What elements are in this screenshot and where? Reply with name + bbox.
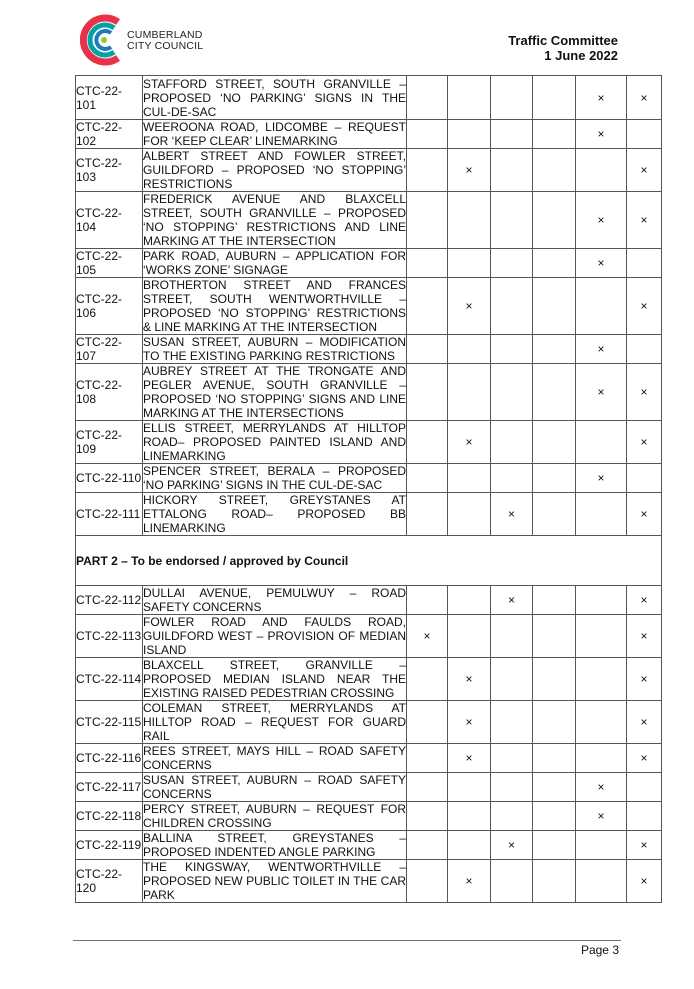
- column-2-mark: [448, 831, 491, 860]
- column-6-mark: ×: [627, 701, 662, 744]
- column-5-mark: ×: [576, 364, 627, 421]
- column-6-mark: ×: [627, 831, 662, 860]
- column-6-mark: ×: [627, 493, 662, 536]
- column-2-mark: [448, 335, 491, 364]
- column-4-mark: [533, 860, 576, 903]
- item-description: FOWLER ROAD AND FAULDS ROAD, GUILDFORD WEST – PROVISION OF MEDIAN ISLAND: [143, 615, 406, 657]
- column-1-mark: ×: [407, 615, 448, 658]
- column-2-mark: ×: [448, 701, 491, 744]
- table-row: [76, 335, 662, 364]
- column-1-mark: [407, 831, 448, 860]
- column-1-mark: [407, 860, 448, 903]
- column-2-mark: [448, 464, 491, 493]
- item-description: HICKORY STREET, GREYSTANES AT ETTALONG ROAD– PROPOSED BB LINEMARKING: [143, 493, 406, 535]
- column-5-mark: ×: [576, 802, 627, 831]
- column-5-mark: [576, 744, 627, 773]
- column-4-mark: [533, 773, 576, 802]
- item-description: BALLINA STREET, GREYSTANES – PROPOSED INDENTED ANGLE PARKING: [143, 831, 406, 859]
- item-code: CTC-22-116: [76, 744, 143, 773]
- column-6-mark: ×: [627, 278, 662, 335]
- column-3-mark: [491, 744, 533, 773]
- item-description: SPENCER STREET, BERALA – PROPOSED ‘NO PARKING’ SIGNS IN THE CUL-DE-SAC: [143, 464, 406, 492]
- table-row: [76, 615, 662, 658]
- column-2-mark: ×: [448, 421, 491, 464]
- agenda-table: [75, 75, 662, 903]
- column-1-mark: [407, 744, 448, 773]
- column-3-mark: [491, 364, 533, 421]
- table-row: [76, 421, 662, 464]
- column-3-mark: [491, 658, 533, 701]
- column-4-mark: [533, 149, 576, 192]
- item-description: WEEROONA ROAD, LIDCOMBE – REQUEST FOR ‘KEEP CLEAR’ LINEMARKING: [143, 120, 406, 148]
- table-row: [76, 658, 662, 701]
- item-code: CTC-22-117: [76, 773, 143, 802]
- column-1-mark: [407, 773, 448, 802]
- table-row: [76, 278, 662, 335]
- item-description: COLEMAN STREET, MERRYLANDS AT HILLTOP ROAD – REQUEST FOR GUARD RAIL: [143, 701, 406, 743]
- item-description: BLAXCELL STREET, GRANVILLE – PROPOSED MEDIAN ISLAND NEAR THE EXISTING RAISED PEDESTRIAN CROSSING: [143, 658, 406, 700]
- item-code: CTC-22-113: [76, 615, 143, 658]
- column-3-mark: [491, 249, 533, 278]
- column-5-mark: [576, 493, 627, 536]
- table-row: [76, 744, 662, 773]
- column-6-mark: ×: [627, 364, 662, 421]
- column-5-mark: [576, 831, 627, 860]
- item-code: CTC-22-103: [76, 149, 143, 192]
- item-code: CTC-22-107: [76, 335, 143, 364]
- item-description: PERCY STREET, AUBURN – REQUEST FOR CHILDREN CROSSING: [143, 802, 406, 830]
- cumberland-logo-icon: [78, 14, 130, 66]
- column-3-mark: [491, 860, 533, 903]
- column-4-mark: [533, 493, 576, 536]
- column-5-mark: ×: [576, 76, 627, 120]
- table-row: [76, 192, 662, 249]
- column-1-mark: [407, 364, 448, 421]
- item-code: CTC-22-104: [76, 192, 143, 249]
- column-5-mark: ×: [576, 464, 627, 493]
- column-1-mark: [407, 464, 448, 493]
- table-row: [76, 76, 662, 120]
- column-4-mark: [533, 701, 576, 744]
- column-6-mark: [627, 802, 662, 831]
- column-5-mark: ×: [576, 120, 627, 149]
- column-6-mark: ×: [627, 76, 662, 120]
- column-4-mark: [533, 831, 576, 860]
- column-2-mark: [448, 192, 491, 249]
- column-4-mark: [533, 658, 576, 701]
- column-6-mark: [627, 120, 662, 149]
- column-2-mark: [448, 586, 491, 615]
- column-3-mark: [491, 802, 533, 831]
- column-2-mark: [448, 249, 491, 278]
- column-4-mark: [533, 335, 576, 364]
- column-2-mark: ×: [448, 860, 491, 903]
- column-5-mark: ×: [576, 249, 627, 278]
- item-code: CTC-22-118: [76, 802, 143, 831]
- table-row: [76, 860, 662, 903]
- column-2-mark: [448, 773, 491, 802]
- header-meta: [508, 33, 618, 63]
- item-code: CTC-22-108: [76, 364, 143, 421]
- table-row: [76, 120, 662, 149]
- page-number: Page 3: [580, 943, 619, 957]
- item-code: CTC-22-114: [76, 658, 143, 701]
- column-6-mark: [627, 773, 662, 802]
- column-4-mark: [533, 744, 576, 773]
- column-6-mark: ×: [627, 744, 662, 773]
- column-1-mark: [407, 76, 448, 120]
- meeting-date: 1 June 2022: [544, 48, 618, 63]
- table-row: [76, 831, 662, 860]
- item-description: ALBERT STREET AND FOWLER STREET, GUILDFORD – PROPOSED ‘NO STOPPING’ RESTRICTIONS: [143, 149, 406, 191]
- column-6-mark: ×: [627, 658, 662, 701]
- logo-line-2: CITY COUNCIL: [127, 40, 204, 52]
- item-code: CTC-22-101: [76, 76, 143, 120]
- table-row: [76, 701, 662, 744]
- column-5-mark: [576, 658, 627, 701]
- column-1-mark: [407, 278, 448, 335]
- column-2-mark: [448, 120, 491, 149]
- column-5-mark: [576, 149, 627, 192]
- item-description: ELLIS STREET, MERRYLANDS AT HILLTOP ROAD– PROPOSED PAINTED ISLAND AND LINEMARKING: [143, 421, 406, 463]
- column-3-mark: [491, 615, 533, 658]
- logo-text: [127, 30, 203, 52]
- column-6-mark: ×: [627, 586, 662, 615]
- column-1-mark: [407, 658, 448, 701]
- column-5-mark: [576, 860, 627, 903]
- column-1-mark: [407, 421, 448, 464]
- table-row: [76, 149, 662, 192]
- column-2-mark: ×: [448, 744, 491, 773]
- item-code: CTC-22-102: [76, 120, 143, 149]
- item-description: PARK ROAD, AUBURN – APPLICATION FOR ‘WORKS ZONE’ SIGNAGE: [143, 249, 406, 277]
- column-5-mark: ×: [576, 192, 627, 249]
- column-4-mark: [533, 278, 576, 335]
- column-2-mark: [448, 802, 491, 831]
- item-description: FREDERICK AVENUE AND BLAXCELL STREET, SOUTH GRANVILLE – PROPOSED ‘NO STOPPING’ RESTRICTIONS AND LINE MARKING AT THE INTERSECTION: [143, 192, 406, 248]
- column-3-mark: [491, 701, 533, 744]
- column-4-mark: [533, 192, 576, 249]
- column-4-mark: [533, 802, 576, 831]
- item-description: AUBREY STREET AT THE TRONGATE AND PEGLER AVENUE, SOUTH GRANVILLE – PROPOSED ‘NO STOPPING’ SIGNS AND LINE MARKING AT THE INTERSECTIONS: [143, 364, 406, 420]
- item-code: CTC-22-111: [76, 493, 143, 536]
- item-description: THE KINGSWAY, WENTWORTHVILLE – PROPOSED NEW PUBLIC TOILET IN THE CAR PARK: [143, 860, 406, 902]
- column-4-mark: [533, 120, 576, 149]
- column-1-mark: [407, 149, 448, 192]
- item-description: STAFFORD STREET, SOUTH GRANVILLE – PROPOSED ‘NO PARKING’ SIGNS IN THE CUL-DE-SAC: [143, 76, 406, 119]
- item-description: DULLAI AVENUE, PEMULWUY – ROAD SAFETY CONCERNS: [143, 586, 406, 614]
- footer-divider: [73, 940, 621, 941]
- column-6-mark: [627, 335, 662, 364]
- column-6-mark: ×: [627, 860, 662, 903]
- column-6-mark: ×: [627, 615, 662, 658]
- item-code: CTC-22-105: [76, 249, 143, 278]
- logo-line-1: CUMBERLAND: [127, 29, 203, 41]
- column-3-mark: [491, 773, 533, 802]
- column-1-mark: [407, 335, 448, 364]
- column-5-mark: [576, 701, 627, 744]
- column-5-mark: ×: [576, 335, 627, 364]
- part-2-heading-row: [76, 536, 662, 586]
- item-code: CTC-22-119: [76, 831, 143, 860]
- column-6-mark: [627, 249, 662, 278]
- column-1-mark: [407, 249, 448, 278]
- item-description: SUSAN STREET, AUBURN – MODIFICATION TO THE EXISTING PARKING RESTRICTIONS: [143, 335, 406, 363]
- part-1-rows: [76, 76, 662, 536]
- column-3-mark: ×: [491, 493, 533, 536]
- column-1-mark: [407, 120, 448, 149]
- column-2-mark: [448, 364, 491, 421]
- table-row: [76, 773, 662, 802]
- column-6-mark: ×: [627, 149, 662, 192]
- table-row: [76, 802, 662, 831]
- column-2-mark: [448, 76, 491, 120]
- page-header: [0, 0, 694, 75]
- table-row: [76, 364, 662, 421]
- item-description: SUSAN STREET, AUBURN – ROAD SAFETY CONCERNS: [143, 773, 406, 801]
- column-3-mark: ×: [491, 831, 533, 860]
- column-6-mark: ×: [627, 421, 662, 464]
- column-4-mark: [533, 421, 576, 464]
- column-4-mark: [533, 586, 576, 615]
- item-code: CTC-22-106: [76, 278, 143, 335]
- column-1-mark: [407, 586, 448, 615]
- column-4-mark: [533, 464, 576, 493]
- column-4-mark: [533, 615, 576, 658]
- column-1-mark: [407, 192, 448, 249]
- column-3-mark: [491, 192, 533, 249]
- item-code: CTC-22-115: [76, 701, 143, 744]
- column-5-mark: [576, 615, 627, 658]
- table-row: [76, 493, 662, 536]
- column-6-mark: ×: [627, 192, 662, 249]
- column-1-mark: [407, 701, 448, 744]
- item-code: CTC-22-120: [76, 860, 143, 903]
- column-3-mark: [491, 120, 533, 149]
- column-3-mark: [491, 335, 533, 364]
- column-5-mark: [576, 278, 627, 335]
- column-2-mark: [448, 615, 491, 658]
- column-4-mark: [533, 76, 576, 120]
- column-1-mark: [407, 802, 448, 831]
- column-2-mark: ×: [448, 658, 491, 701]
- column-3-mark: [491, 76, 533, 120]
- column-5-mark: [576, 421, 627, 464]
- column-3-mark: [491, 278, 533, 335]
- committee-title: Traffic Committee: [508, 33, 618, 48]
- column-5-mark: [576, 586, 627, 615]
- table-row: [76, 249, 662, 278]
- column-2-mark: [448, 493, 491, 536]
- column-3-mark: [491, 464, 533, 493]
- part-2-rows: [76, 586, 662, 903]
- column-4-mark: [533, 249, 576, 278]
- item-description: REES STREET, MAYS HILL – ROAD SAFETY CONCERNS: [143, 744, 406, 772]
- column-2-mark: ×: [448, 278, 491, 335]
- column-3-mark: ×: [491, 586, 533, 615]
- column-2-mark: ×: [448, 149, 491, 192]
- item-description: BROTHERTON STREET AND FRANCES STREET, SOUTH WENTWORTHVILLE – PROPOSED ‘NO STOPPING’ RESTRICTIONS & LINE MARKING AT THE INTERSECTION: [143, 278, 406, 334]
- part-2-heading: PART 2 – To be endorsed / approved by Council: [76, 536, 662, 586]
- table-row: [76, 464, 662, 493]
- column-3-mark: [491, 421, 533, 464]
- column-1-mark: [407, 493, 448, 536]
- item-code: CTC-22-110: [76, 464, 143, 493]
- item-code: CTC-22-109: [76, 421, 143, 464]
- table-row: [76, 586, 662, 615]
- column-5-mark: ×: [576, 773, 627, 802]
- column-4-mark: [533, 364, 576, 421]
- column-3-mark: [491, 149, 533, 192]
- column-6-mark: [627, 464, 662, 493]
- item-code: CTC-22-112: [76, 586, 143, 615]
